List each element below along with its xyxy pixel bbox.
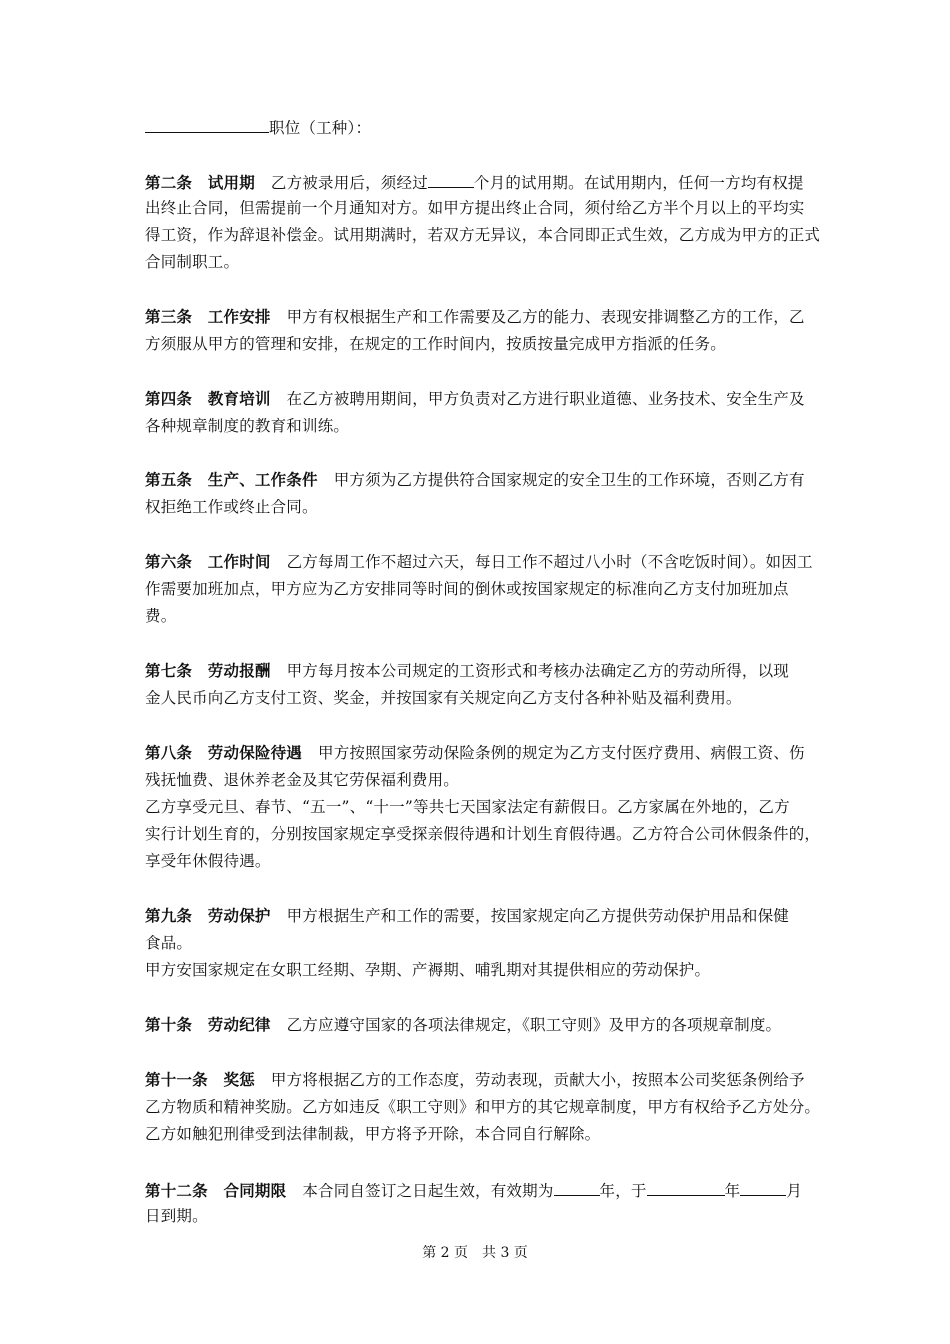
article-2-line-4: 合同制职工。 xyxy=(145,253,240,271)
article-10-line-1: 第十条 劳动纪律 乙方应遵守国家的各项法律规定，《职工守则》及甲方的各项规章制度。 xyxy=(145,1015,782,1034)
blank-field xyxy=(554,1179,600,1196)
article-2-line-3: 得工资，作为辞退补偿金。试用期满时，若双方无异议，本合同即正式生效，乙方成为甲方的正式 xyxy=(145,226,821,244)
article-8-line-3: 乙方享受元旦、春节、“五一”、“十一”等共七天国家法定有薪假日。乙方家属在外地的，乙方 xyxy=(145,798,790,816)
blank-field xyxy=(647,1179,725,1196)
article-heading: 第十条 劳动纪律 xyxy=(145,1015,271,1034)
article-6-line-2: 作需要加班加点，甲方应为乙方安排同等时间的倒休或按国家规定的标准向乙方支付加班加点 xyxy=(145,580,789,598)
article-9-line-3: 甲方安国家规定在女职工经期、孕期、产褥期、哺乳期对其提供相应的劳动保护。 xyxy=(145,961,711,979)
blank-field xyxy=(145,116,269,133)
article-12-line-1: 第十二条 合同期限 本合同自签订之日起生效，有效期为 年，于 年 月 xyxy=(145,1181,803,1200)
article-heading: 第十二条 合同期限 xyxy=(145,1181,287,1200)
article-4-line-2: 各种规章制度的教育和训练。 xyxy=(145,417,350,435)
article-6-line-1: 第六条 工作时间 乙方每周工作不超过六天，每日工作不超过八小时（不含吃饭时间）。如因工 xyxy=(145,552,813,571)
position-line xyxy=(145,116,371,138)
article-12-line-2: 日到期。 xyxy=(145,1207,208,1225)
article-9-line-1: 第九条 劳动保护 甲方根据生产和工作的需要，按国家规定向乙方提供劳动保护用品和保健 xyxy=(145,906,790,925)
blank-field xyxy=(740,1179,786,1196)
article-8-line-5: 享受年休假待遇。 xyxy=(145,852,271,870)
article-3-line-1: 第三条 工作安排 甲方有权根据生产和工作需要及乙方的能力、表现安排调整乙方的工作，乙 xyxy=(145,307,805,326)
article-11-line-2: 乙方物质和精神奖励。乙方如违反《职工守则》和甲方的其它规章制度，甲方有权给予乙方处分。 xyxy=(145,1098,821,1116)
article-7-line-2: 金人民币向乙方支付工资、奖金，并按国家有关规定向乙方支付各种补贴及福利费用。 xyxy=(145,689,742,707)
article-8-line-4: 实行计划生育的，分别按国家规定享受探亲假待遇和计划生育假待遇。乙方符合公司休假条件的， xyxy=(145,825,821,843)
article-heading: 第八条 劳动保险待遇 xyxy=(145,743,303,762)
article-6-line-3: 费。 xyxy=(145,607,177,625)
article-8-line-1: 第八条 劳动保险待遇 甲方按照国家劳动保险条例的规定为乙方支付医疗费用、病假工资、伤 xyxy=(145,743,805,762)
article-heading: 第七条 劳动报酬 xyxy=(145,661,271,680)
article-heading: 第二条 试用期 xyxy=(145,173,255,192)
article-heading: 第五条 生产、工作条件 xyxy=(145,470,318,489)
article-9-line-2: 食品。 xyxy=(145,934,193,952)
article-heading: 第四条 教育培训 xyxy=(145,389,271,408)
article-2-line-2: 出终止合同，但需提前一个月通知对方。如甲方提出终止合同，须付给乙方半个月以上的平均实 xyxy=(145,199,805,217)
page-footer: 第 2 页 共 3 页 xyxy=(422,1245,528,1261)
article-8-line-2: 残抚恤费、退休养老金及其它劳保福利费用。 xyxy=(145,771,460,789)
article-heading: 第九条 劳动保护 xyxy=(145,906,271,925)
article-heading: 第六条 工作时间 xyxy=(145,552,271,571)
article-7-line-1: 第七条 劳动报酬 甲方每月按本公司规定的工资形式和考核办法确定乙方的劳动所得，以现 xyxy=(145,661,790,680)
article-4-line-1: 第四条 教育培训 在乙方被聘用期间，甲方负责对乙方进行职业道德、业务技术、安全生产及 xyxy=(145,389,805,408)
article-3-line-2: 方须服从甲方的管理和安排，在规定的工作时间内，按质按量完成甲方指派的任务。 xyxy=(145,335,726,353)
article-11-line-3: 乙方如触犯刑律受到法律制裁，甲方将予开除，本合同自行解除。 xyxy=(145,1125,601,1143)
article-heading: 第三条 工作安排 xyxy=(145,307,271,326)
article-5-line-1: 第五条 生产、工作条件 甲方须为乙方提供符合国家规定的安全卫生的工作环境，否则乙方有 xyxy=(145,470,805,489)
article-5-line-2: 权拒绝工作或终止合同。 xyxy=(145,498,318,516)
article-heading: 第十一条 奖惩 xyxy=(145,1070,255,1089)
article-11-line-1: 第十一条 奖惩 甲方将根据乙方的工作态度，劳动表现，贡献大小，按照本公司奖惩条例给予 xyxy=(145,1070,805,1089)
blank-field xyxy=(428,171,474,188)
position-label: 职位（工种）： xyxy=(269,119,372,137)
article-2-line-1: 第二条 试用期 乙方被录用后，须经过 个月的试用期。在试用期内，任何一方均有权提 xyxy=(145,173,804,192)
